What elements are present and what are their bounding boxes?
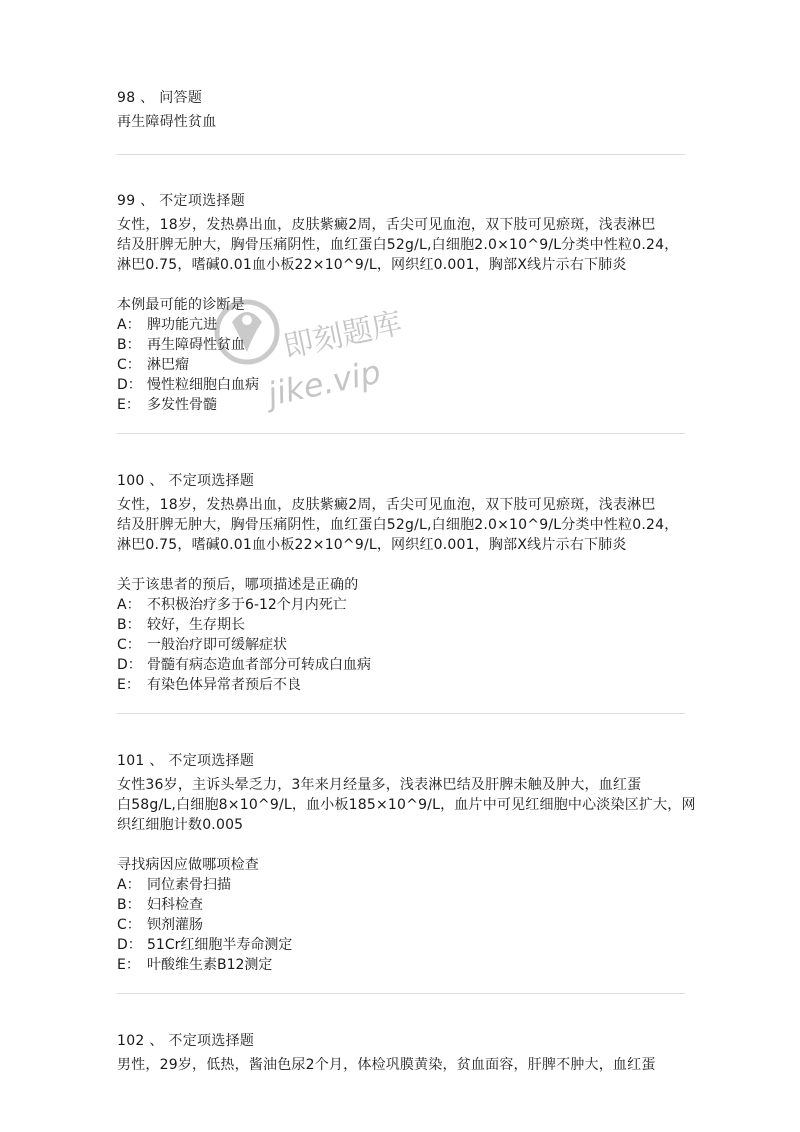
option-c[interactable] [117, 915, 685, 935]
option-text: 脾功能亢进 [147, 317, 217, 333]
option-text: 不积极治疗多于6-12个月内死亡 [147, 597, 347, 613]
option-d[interactable] [117, 935, 685, 955]
option-label: A： [117, 317, 141, 333]
option-label: C： [117, 637, 141, 653]
question-101 [117, 751, 696, 975]
question-body-line: 白58g/L,白细胞8×10^9/L，血小板185×10^9/L，血片中可见红细胞中心淡染区扩大，网 [117, 797, 696, 813]
option-e[interactable] [117, 675, 685, 695]
question-body-line: 淋巴0.75，嗜碱0.01血小板22×10^9/L，网织红0.001，胸部X线片示右下肺炎 [117, 257, 627, 273]
option-a[interactable] [117, 595, 685, 615]
option-label: E： [117, 957, 140, 973]
option-d[interactable] [117, 655, 685, 675]
document-page [117, 88, 696, 1075]
question-body-line: 结及肝脾无肿大，胸骨压痛阴性，血红蛋白52g/L,白细胞2.0×10^9/L分类中性粒0.24， [117, 517, 679, 533]
question-stem: 关于该患者的预后，哪项描述是正确的 [117, 577, 359, 593]
option-text: 同位素骨扫描 [147, 877, 231, 893]
option-text: 较好，生存期长 [147, 617, 245, 633]
option-text: 再生障碍性贫血 [147, 337, 245, 353]
option-text: 51Cr红细胞半寿命测定 [147, 937, 293, 953]
question-body-line: 女性，18岁，发热鼻出血，皮肤紫癜2周，舌尖可见血泡，双下肢可见瘀斑，浅表淋巴 [117, 497, 656, 513]
question-header: 102 、 不定项选择题 [117, 1033, 255, 1049]
watermark-url: jike.vip [264, 352, 385, 414]
question-100 [117, 471, 685, 695]
option-b[interactable] [117, 615, 685, 635]
option-e[interactable] [117, 395, 685, 415]
question-header: 99 、 不定项选择题 [117, 193, 246, 209]
option-text: 妇科检查 [147, 897, 203, 913]
question-body-line: 男性，29岁，低热，酱油色尿2个月，体检巩膜黄染，贫血面容，肝脾不肿大，血红蛋 [117, 1057, 656, 1073]
option-label: A： [117, 597, 141, 613]
question-102 [117, 1031, 685, 1075]
option-b[interactable] [117, 335, 685, 355]
option-text: 慢性粒细胞白血病 [147, 377, 259, 393]
option-c[interactable] [117, 635, 685, 655]
question-header: 98 、 问答题 [117, 90, 203, 106]
option-a[interactable] [117, 875, 685, 895]
option-d[interactable] [117, 375, 685, 395]
option-label: E： [117, 677, 140, 693]
option-text: 骨髓有病态造血者部分可转成白血病 [147, 657, 371, 673]
option-c[interactable] [117, 355, 685, 375]
question-header: 100 、 不定项选择题 [117, 473, 255, 489]
option-label: E： [117, 397, 140, 413]
option-label: D： [117, 937, 142, 953]
question-header: 101 、 不定项选择题 [117, 753, 255, 769]
watermark-text: 即刻题库 [280, 305, 406, 366]
option-text: 淋巴瘤 [147, 357, 189, 373]
option-label: B： [117, 897, 141, 913]
option-label: A： [117, 877, 141, 893]
option-text: 有染色体异常者预后不良 [147, 677, 301, 693]
question-body-line: 织红细胞计数0.005 [117, 817, 244, 833]
question-body-line: 女性，18岁，发热鼻出血，皮肤紫癜2周，舌尖可见血泡，双下肢可见瘀斑，浅表淋巴 [117, 217, 656, 233]
question-stem: 本例最可能的诊断是 [117, 297, 245, 313]
question-stem: 寻找病因应做哪项检查 [117, 857, 259, 873]
option-text: 叶酸维生素B12测定 [147, 957, 273, 973]
option-a[interactable] [117, 315, 685, 335]
question-98 [117, 88, 685, 132]
option-label: D： [117, 657, 142, 673]
option-label: B： [117, 617, 141, 633]
option-label: C： [117, 917, 141, 933]
option-label: B： [117, 337, 141, 353]
option-label: C： [117, 357, 141, 373]
option-b[interactable] [117, 895, 685, 915]
question-body-line: 结及肝脾无肿大，胸骨压痛阴性，血红蛋白52g/L,白细胞2.0×10^9/L分类中性粒0.24， [117, 237, 679, 253]
option-label: D： [117, 377, 142, 393]
option-text: 钡剂灌肠 [147, 917, 203, 933]
question-body-line: 淋巴0.75，嗜碱0.01血小板22×10^9/L，网织红0.001，胸部X线片示右下肺炎 [117, 537, 627, 553]
option-e[interactable] [117, 955, 685, 975]
option-text: 多发性骨髓 [147, 397, 217, 413]
question-body-line: 女性36岁，主诉头晕乏力，3年来月经量多，浅表淋巴结及肝脾未触及肿大，血红蛋 [117, 777, 642, 793]
question-body: 再生障碍性贫血 [117, 114, 217, 130]
question-99 [117, 191, 685, 415]
option-text: 一般治疗即可缓解症状 [147, 637, 287, 653]
